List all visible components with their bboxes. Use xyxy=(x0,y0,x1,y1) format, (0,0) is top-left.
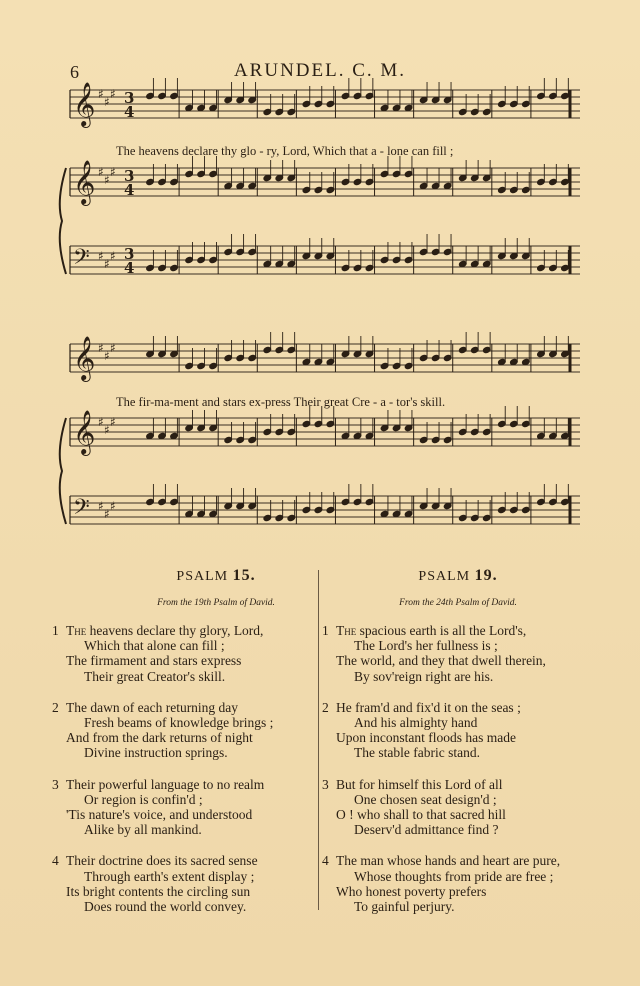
verse-line: Fresh beams of knowledge brings ; xyxy=(84,715,274,731)
sharp-icon: ♯ xyxy=(98,341,104,355)
stanza-number: 4 xyxy=(322,853,329,869)
verse-line: Deserv'd admittance find ? xyxy=(354,822,499,838)
verse-line: 1 The spacious earth is all the Lord's, xyxy=(322,623,527,638)
verse-line: By sov'reign right are his. xyxy=(354,668,494,684)
verse-line: Which that alone can fill ; xyxy=(84,638,225,654)
verse-line: The world, and they that dwell therein, xyxy=(336,653,546,669)
time-signature: 3 xyxy=(124,245,135,263)
verse-line: 3 But for himself this Lord of all xyxy=(322,776,503,792)
bass-clef-icon: 𝄢 xyxy=(73,245,90,275)
stanza-number: 4 xyxy=(52,853,59,869)
treble-clef-icon: 𝄞 xyxy=(73,410,96,454)
psalm-text-left xyxy=(52,623,273,930)
psalm-heading-left: PSALM 15. xyxy=(176,567,256,584)
time-signature: 4 xyxy=(124,259,135,277)
psalm-source-left: From the 19th Psalm of David. xyxy=(157,598,275,608)
page-number: 6 xyxy=(70,62,79,82)
verse-line: Its bright contents the circling sun xyxy=(66,883,251,899)
verse-line: 3 Their powerful language to no realm xyxy=(52,776,265,792)
sharp-icon: ♯ xyxy=(104,257,110,271)
sharp-icon: ♯ xyxy=(98,87,104,101)
tune-title: ARUNDEL. C. M. xyxy=(233,60,407,81)
verse-line: The Lord's her fullness is ; xyxy=(354,638,498,654)
stanza-number: 3 xyxy=(52,776,59,792)
verse-line: 2 The dawn of each returning day xyxy=(52,699,239,715)
stanza xyxy=(52,853,273,914)
verse-line: Through earth's extent display ; xyxy=(84,868,255,884)
stanza xyxy=(322,700,560,761)
treble-clef-icon: 𝄞 xyxy=(73,336,96,380)
verse-line: 4 Their doctrine does its sacred sense xyxy=(52,853,258,869)
sharp-icon: ♯ xyxy=(98,415,104,429)
sharp-icon: ♯ xyxy=(98,249,104,263)
stanza-first-word: The xyxy=(66,623,90,638)
psalm-heading-right: PSALM 19. xyxy=(418,567,498,584)
lyric-line-2: The fir-ma-ment and stars ex-press Their great Cre - a - tor's skill. xyxy=(116,395,446,409)
verse-line: Whose thoughts from pride are free ; xyxy=(354,868,554,884)
stanza-number: 2 xyxy=(322,699,329,715)
stanza xyxy=(52,700,273,761)
verse-line: And from the dark returns of night xyxy=(66,730,253,746)
stanza xyxy=(322,777,560,838)
stanza xyxy=(322,623,560,684)
verse-line: 'Tis nature's voice, and understood xyxy=(66,807,253,823)
verse-line: The stable fabric stand. xyxy=(354,745,480,761)
verse-line: Upon inconstant floods has made xyxy=(336,730,516,746)
sharp-icon: ♯ xyxy=(104,173,110,187)
verse-line: One chosen seat design'd ; xyxy=(354,791,497,807)
stanza xyxy=(322,853,560,914)
sharp-icon: ♯ xyxy=(110,341,116,355)
time-signature: 4 xyxy=(124,181,135,199)
sharp-icon: ♯ xyxy=(104,423,110,437)
verse-line: Alike by all mankind. xyxy=(84,822,202,838)
psalm-source-right: From the 24th Psalm of David. xyxy=(399,598,517,608)
stanza-first-word: The xyxy=(336,623,360,638)
sharp-icon: ♯ xyxy=(110,415,116,429)
verse-line: Or region is confin'd ; xyxy=(84,791,203,807)
sharp-icon: ♯ xyxy=(98,165,104,179)
verse-line: Divine instruction springs. xyxy=(84,745,228,761)
brace-icon xyxy=(60,168,66,274)
verse-line: Does round the world convey. xyxy=(84,899,247,915)
verse-line: 4 The man whose hands and heart are pure, xyxy=(322,853,561,869)
verse-line: The firmament and stars express xyxy=(66,653,242,669)
treble-clef-icon: 𝄞 xyxy=(73,160,96,204)
sharp-icon: ♯ xyxy=(104,349,110,363)
stanza-number: 1 xyxy=(322,623,329,638)
sharp-icon: ♯ xyxy=(98,499,104,513)
time-signature: 4 xyxy=(124,103,135,121)
sharp-icon: ♯ xyxy=(104,95,110,109)
stanza-number: 3 xyxy=(322,776,329,792)
verse-line: To gainful perjury. xyxy=(354,899,455,915)
lyric-line-1: The heavens declare thy glo - ry, Lord, Which that a - lone can fill ; xyxy=(116,144,454,158)
sharp-icon: ♯ xyxy=(104,507,110,521)
stanza xyxy=(52,623,273,684)
sharp-icon: ♯ xyxy=(110,249,116,263)
sharp-icon: ♯ xyxy=(110,87,116,101)
verse-line: 1 The heavens declare thy glory, Lord, xyxy=(52,623,264,638)
verse-line: And his almighty hand xyxy=(354,715,478,731)
time-signature: 3 xyxy=(124,167,135,185)
stanza-number: 2 xyxy=(52,699,59,715)
verse-line: O ! who shall to that sacred hill xyxy=(336,807,506,823)
stanza-number: 1 xyxy=(52,623,59,638)
treble-clef-icon: 𝄞 xyxy=(73,82,96,126)
time-signature: 3 xyxy=(124,89,135,107)
sharp-icon: ♯ xyxy=(110,165,116,179)
bass-clef-icon: 𝄢 xyxy=(73,495,90,525)
sharp-icon: ♯ xyxy=(110,499,116,513)
psalm-text-right xyxy=(322,623,560,930)
verse-line: Who honest poverty prefers xyxy=(336,883,487,899)
verse-line: 2 He fram'd and fix'd it on the seas ; xyxy=(322,699,521,715)
verse-line: Their great Creator's skill. xyxy=(84,668,226,684)
brace-icon xyxy=(60,418,66,524)
column-divider xyxy=(318,570,319,910)
stanza xyxy=(52,777,273,838)
brace-icon xyxy=(60,168,66,524)
